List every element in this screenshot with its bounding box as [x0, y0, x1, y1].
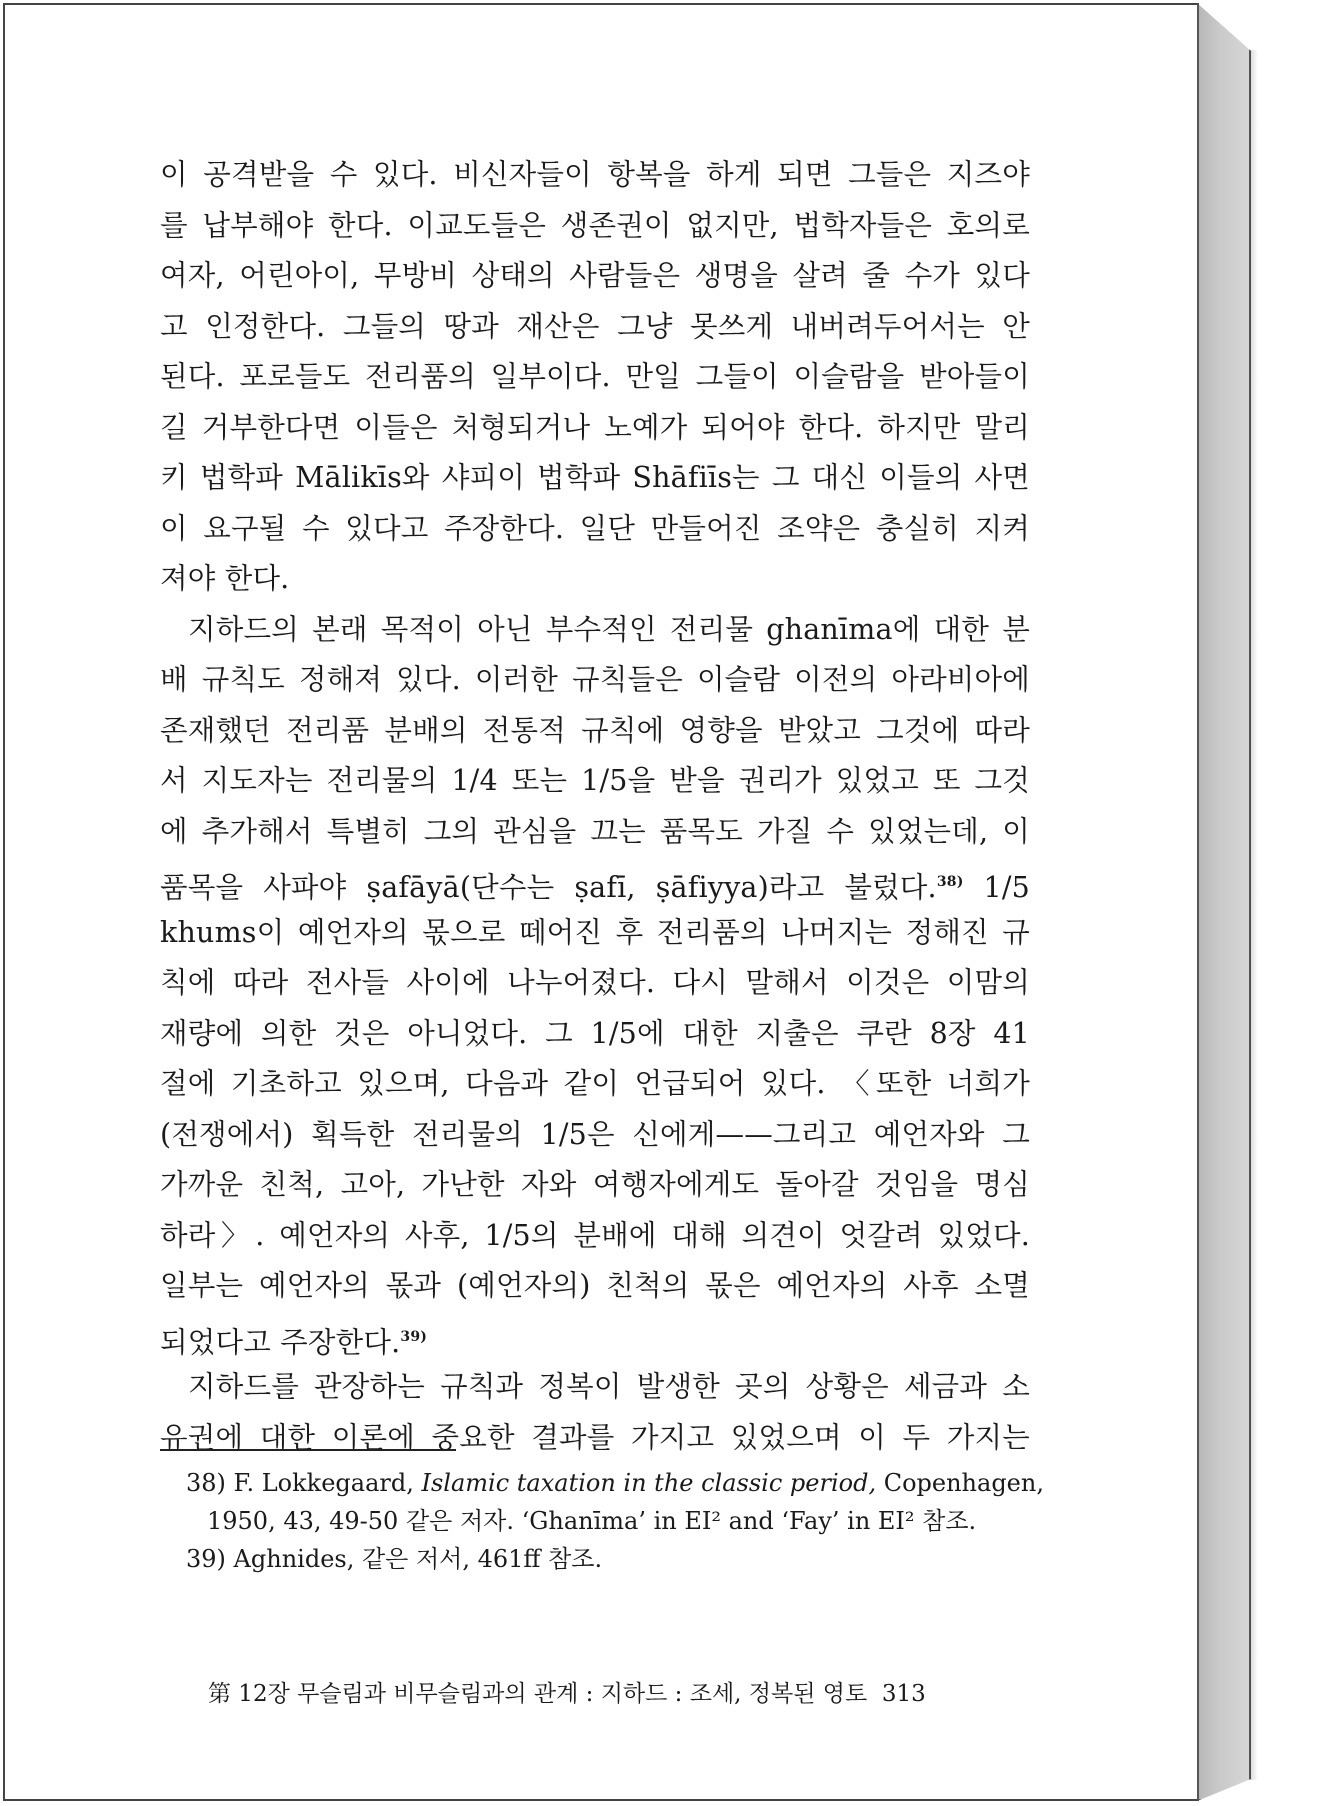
body-line: 이 요구될 수 있다고 주장한다. 일단 만들어진 조약은 충실히 지켜: [160, 511, 1030, 545]
body-line: 된다. 포로들도 전리품의 일부이다. 만일 그들이 이슬람을 받아들이: [160, 360, 1030, 393]
body-line-text: 되었다고 주장한다.: [160, 1325, 401, 1359]
footnote-place: Copenhagen,: [883, 1469, 1044, 1497]
body-line: 가까운 친척, 고아, 가난한 자와 여행자에게도 돌아갈 것임을 명심: [160, 1168, 1030, 1201]
footnote-number: 39): [186, 1545, 226, 1573]
footnote-author: F. Lokkegaard,: [233, 1469, 414, 1497]
footnote-number: 38): [186, 1469, 226, 1497]
body-line: 길 거부한다면 이들은 처형되거나 노예가 되어야 한다. 하지만 말리: [160, 410, 1030, 444]
page-stack-edge: [1197, 3, 1251, 1801]
body-text: [160, 150, 1030, 1463]
body-line: 하라〉. 예언자의 사후, 1/5의 분배에 대해 의견이 엇갈려 있었다.: [160, 1218, 1030, 1252]
body-line: 에 추가해서 특별히 그의 관심을 끄는 품목도 가질 수 있었는데, 이: [160, 814, 1030, 848]
body-line: 고 인정한다. 그들의 땅과 재산은 그냥 못쓰게 내버려두어서는 안: [160, 309, 1030, 343]
body-line: khums이 예언자의 몫으로 떼어진 후 전리품의 나머지는 정해진 규: [160, 915, 1030, 949]
footnotes: [186, 1464, 1044, 1578]
footnote-text: Aghnides, 같은 저서, 461ff 참조.: [233, 1545, 603, 1573]
body-line: 배 규칙도 정해져 있다. 이러한 규칙들은 이슬람 이전의 아라비아에: [160, 663, 1030, 696]
footnote-38: [186, 1464, 1044, 1502]
running-footer: [208, 1677, 998, 1711]
footnote-title: Islamic taxation in the classic period,: [421, 1469, 877, 1497]
body-line: 재량에 의한 것은 아니었다. 그 1/5에 대한 지출은 쿠란 8장 41: [160, 1016, 1030, 1050]
footnote-39: [186, 1540, 1031, 1578]
body-line: 존재했던 전리품 분배의 전통적 규칙에 영향을 받았고 그것에 따라: [160, 713, 1030, 747]
body-line: 칙에 따라 전사들 사이에 나누어졌다. 다시 말해서 이것은 이맘의: [160, 966, 1030, 999]
body-line-with-note: [160, 857, 1030, 908]
page-edge-shadow: [1250, 50, 1258, 1780]
body-line: 지하드를 관장하는 규칙과 정복이 발생한 곳의 상황은 세금과 소: [188, 1370, 1030, 1403]
body-line: 져야 한다.: [160, 562, 290, 595]
body-line: (전쟁에서) 획득한 전리물의 1/5은 신에게——그리고 예언자와 그: [160, 1117, 1030, 1151]
footnote-ref-39: 39): [400, 1328, 428, 1345]
body-line: 서 지도자는 전리물의 1/4 또는 1/5을 받을 권리가 있었고 또 그것: [160, 764, 1030, 797]
body-line: 키 법학파 Mālikīs와 샤피이 법학파 Shāfiīs는 그 대신 이들의 사면: [160, 461, 1030, 494]
body-line: 를 납부해야 한다. 이교도들은 생존권이 없지만, 법학자들은 호의로: [160, 208, 1030, 242]
body-line-with-note: [160, 1312, 1030, 1363]
body-line: 절에 기초하고 있으며, 다음과 같이 언급되어 있다. 〈또한 너희가: [160, 1067, 1030, 1100]
footnote-divider: [160, 1449, 456, 1451]
footnote-38-continued: 1950, 43, 49-50 같은 저자. ‘Ghanīma’ in EI² and ‘Fay’ in EI² 참조.: [207, 1507, 977, 1535]
body-line-tail: 1/5: [983, 871, 1031, 904]
body-line: 유권에 대한 이론에 중요한 결과를 가지고 있었으며 이 두 가지는: [160, 1420, 1030, 1454]
page-number: 313: [881, 1681, 926, 1707]
body-line: 이 공격받을 수 있다. 비신자들이 항복을 하게 되면 그들은 지즈야: [160, 158, 1030, 191]
body-line: 여자, 어린아이, 무방비 상태의 사람들은 생명을 살려 줄 수가 있다: [160, 259, 1030, 292]
chapter-title: 第 12장 무슬림과 비무슬림과의 관계 : 지하드 : 조세, 정복된 영토: [208, 1681, 868, 1707]
body-line: 일부는 예언자의 몫과 (예언자의) 친척의 몫은 예언자의 사후 소멸: [160, 1269, 1030, 1302]
footnote-ref-38: 38): [936, 874, 964, 890]
body-line: 지하드의 본래 목적이 아닌 부수적인 전리물 ghanīma에 대한 분: [188, 612, 1030, 646]
body-line-text: 품목을 사파야 ṣafāyā(단수는 ṣafī, ṣāfiyya)라고 불렀다.: [160, 871, 937, 904]
